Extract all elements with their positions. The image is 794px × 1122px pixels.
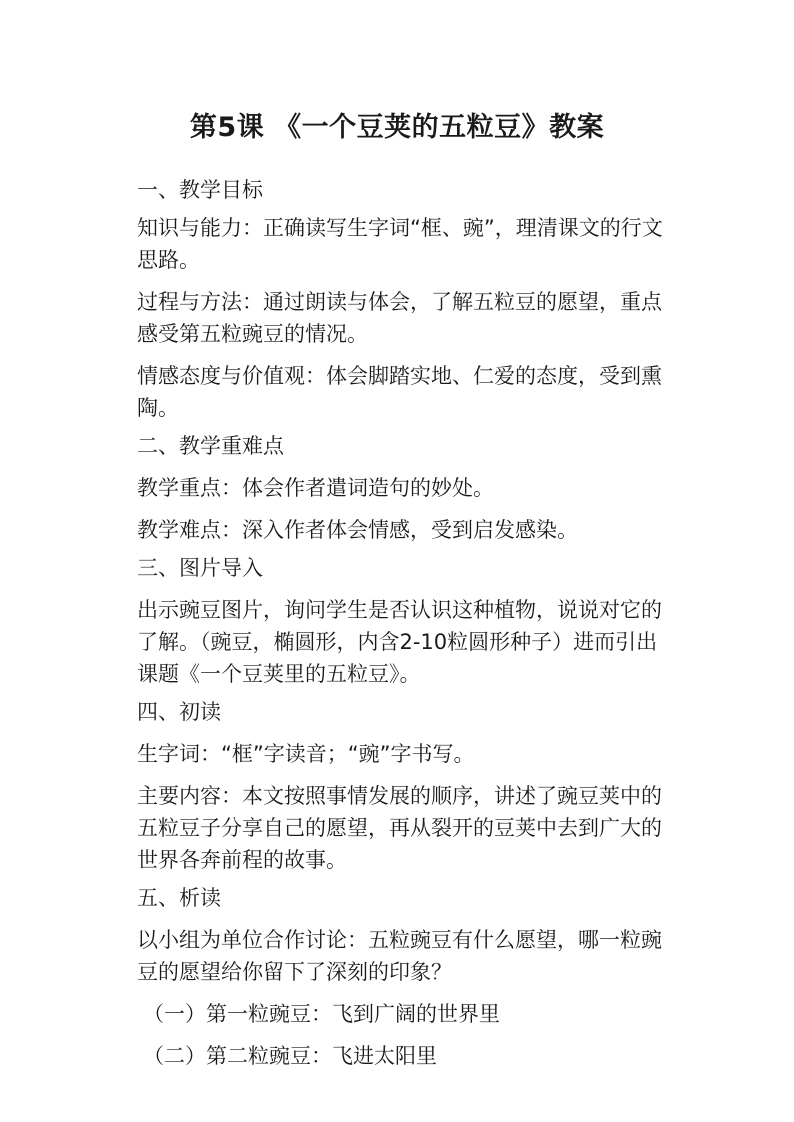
text-line: 出示豌豆图片，询问学生是否认识这种植物，说说对它的 bbox=[137, 598, 662, 622]
paragraph-knowledge bbox=[137, 212, 717, 276]
paragraph-intro bbox=[137, 594, 717, 690]
text-line: 思路。 bbox=[137, 248, 200, 272]
section-heading-analysis: 五、析读 bbox=[137, 886, 221, 910]
paragraph-new-words: 生字词：“框”字读音；“豌”字书写。 bbox=[137, 742, 475, 766]
paragraph-difficulty: 教学难点：深入作者体会情感，受到启发感染。 bbox=[137, 518, 578, 542]
text-line: 主要内容：本文按照事情发展的顺序，讲述了豌豆荚中的 bbox=[137, 784, 662, 808]
list-item-pea-1: （一）第一粒豌豆：飞到广阔的世界里 bbox=[143, 1002, 500, 1026]
paragraph-discussion bbox=[137, 924, 717, 988]
text-line: 知识与能力：正确读写生字词“框、豌”，理清课文的行文 bbox=[137, 216, 663, 240]
page-title: 第5课 《一个豆荚的五粒豆》教案 bbox=[189, 112, 605, 143]
list-item-pea-2: （二）第二粒豌豆：飞进太阳里 bbox=[143, 1044, 437, 1068]
text-line: 以小组为单位合作讨论：五粒豌豆有什么愿望，哪一粒豌 bbox=[137, 928, 662, 952]
text-line: 五粒豆子分享自己的愿望，再从裂开的豆荚中去到广大的 bbox=[137, 816, 662, 840]
text-line: 课题《一个豆荚里的五粒豆》。 bbox=[137, 662, 421, 686]
paragraph-summary bbox=[137, 780, 717, 876]
section-heading-first-read: 四、初读 bbox=[137, 700, 221, 724]
paragraph-focus: 教学重点：体会作者遣词造句的妙处。 bbox=[137, 476, 494, 500]
section-heading-objectives: 一、教学目标 bbox=[137, 178, 263, 202]
text-line: 陶。 bbox=[137, 396, 179, 420]
text-line: 世界各奔前程的故事。 bbox=[137, 848, 347, 872]
text-line: 了解。（豌豆，椭圆形，内含2-10粒圆形种子）进而引出 bbox=[137, 630, 658, 654]
text-line: 过程与方法：通过朗读与体会，了解五粒豆的愿望，重点 bbox=[137, 290, 662, 314]
text-line: 情感态度与价值观：体会脚踏实地、仁爱的态度，受到熏 bbox=[137, 364, 662, 388]
text-line: 豆的愿望给你留下了深刻的印象？ bbox=[137, 960, 452, 984]
text-line: 感受第五粒豌豆的情况。 bbox=[137, 322, 368, 346]
section-heading-key-points: 二、教学重难点 bbox=[137, 434, 284, 458]
paragraph-process bbox=[137, 286, 717, 350]
document-body bbox=[137, 174, 717, 1072]
section-heading-intro: 三、图片导入 bbox=[137, 556, 263, 580]
paragraph-emotion bbox=[137, 360, 717, 424]
